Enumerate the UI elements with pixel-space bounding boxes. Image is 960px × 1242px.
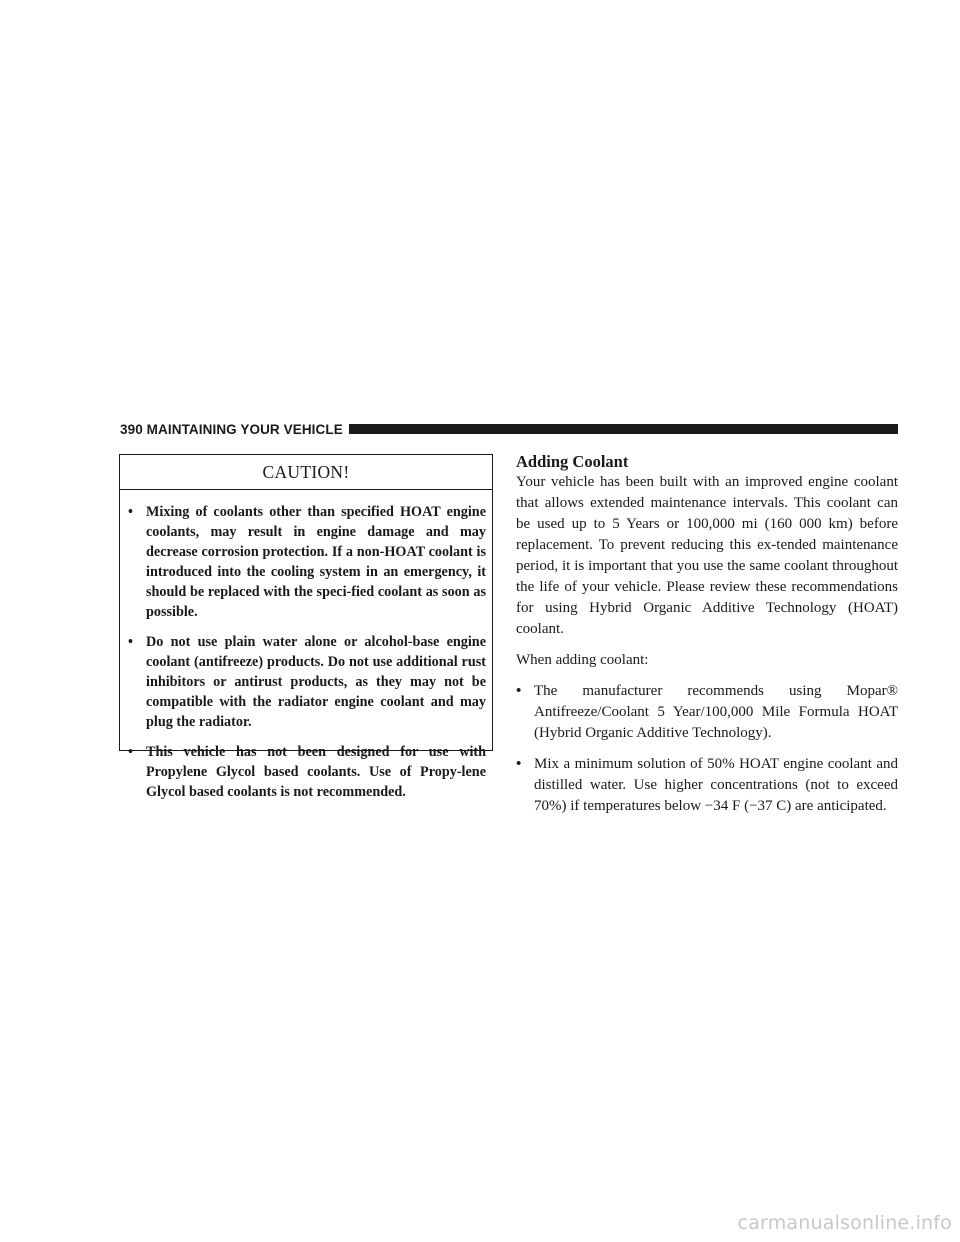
list-item <box>516 754 898 817</box>
caution-item <box>128 632 486 732</box>
adding-coolant-list <box>516 681 898 817</box>
section-paragraph: Your vehicle has been built with an improved engine coolant that allows extended maintenance intervals. This coolant can be used up to 5 Years or 100,000 mi (160 000 km) before replacement. To prevent reducing this ex-tended maintenance period, it is important that you use the same coolant throughout the life of your vehicle. Please review these recommendations for using Hybrid Organic Additive Technology (HOAT) coolant. <box>516 474 898 637</box>
bullet-icon: • <box>516 683 522 699</box>
watermark: carmanualsonline.info <box>737 1212 952 1234</box>
section-title: Adding Coolant <box>516 452 629 471</box>
bullet-icon: • <box>128 634 133 650</box>
list-intro: When adding coolant: <box>516 652 649 668</box>
page-header <box>120 418 898 440</box>
header-rule <box>349 424 898 434</box>
adding-coolant-section <box>516 452 898 827</box>
caution-box <box>119 454 493 800</box>
caution-item-text: Mixing of coolants other than specified HOAT engine coolants, may result in engine damage and may decrease corrosion protection. If a non-HOAT coolant is introduced into the cooling system in an emergency, it should be replaced with the speci-fied coolant as soon as possible. <box>146 504 486 620</box>
caution-item <box>128 742 486 802</box>
list-item-text: The manufacturer recommends using Mopar® Antifreeze/Coolant 5 Year/100,000 Mile Formula HOAT (Hybrid Organic Additive Technology). <box>534 683 898 741</box>
bullet-icon: • <box>516 756 522 772</box>
list-item-text: Mix a minimum solution of 50% HOAT engine coolant and distilled water. Use higher concentrations (not to exceed 70%) if temperatures below −34 F (−37 C) are anticipated. <box>534 756 898 814</box>
caution-item-text: This vehicle has not been designed for use with Propylene Glycol based coolants. Use of Propy-lene Glycol based coolants is not recommended. <box>146 744 486 800</box>
list-item <box>516 681 898 744</box>
caution-title: CAUTION! <box>120 455 492 490</box>
page-header-title: 390 MAINTAINING YOUR VEHICLE <box>120 421 343 437</box>
caution-item <box>128 502 486 622</box>
bullet-icon: • <box>128 504 133 520</box>
caution-list <box>120 490 492 802</box>
bullet-icon: • <box>128 744 133 760</box>
caution-item-text: Do not use plain water alone or alcohol-base engine coolant (antifreeze) products. Do not use additional rust inhibitors or antirust products, as they may not be compatible with the radiator engine coolant and may plug the radiator. <box>146 634 486 730</box>
